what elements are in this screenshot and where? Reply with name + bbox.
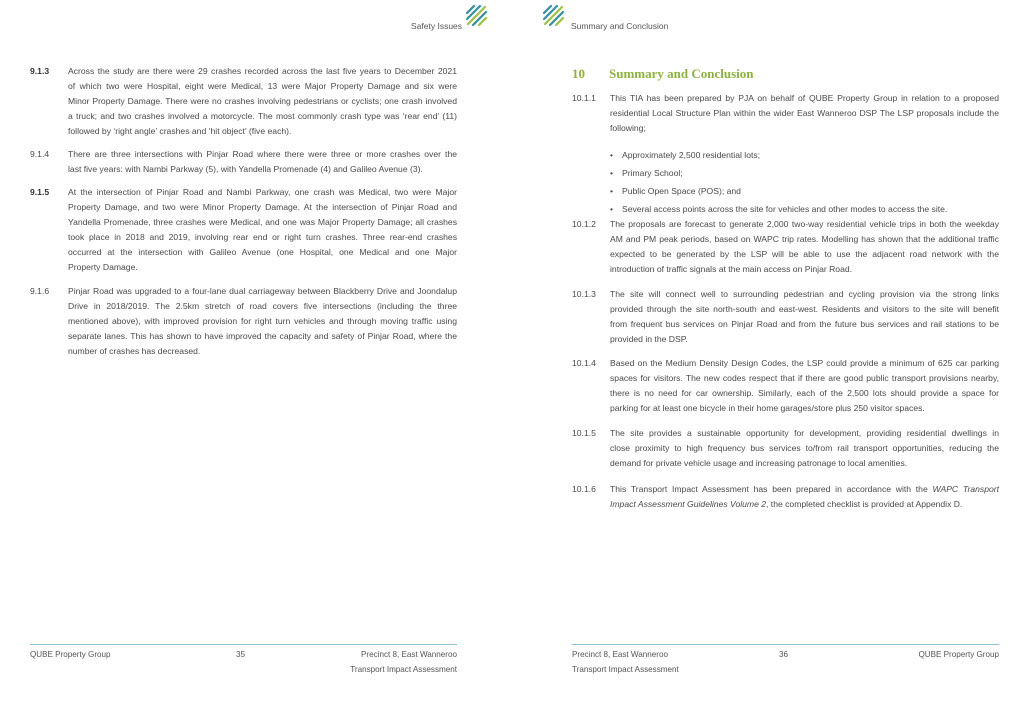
paragraph-number: 10.1.5 <box>572 428 596 438</box>
right-footer-project: Precinct 8, East Wanneroo <box>572 650 668 659</box>
text-line: Property Damage. <box>68 262 138 272</box>
text-line: This TIA has been prepared by PJA on behalf of QUBE Property Group in relation to a proposed <box>610 93 999 103</box>
paragraph-text <box>610 217 999 277</box>
text-line: occurred at the intersection with Galileo Avenue (one Hospital, one Medical and one Major <box>68 247 457 257</box>
paragraph-number: 10.1.3 <box>572 289 596 299</box>
left-footer-rule <box>30 644 457 645</box>
text-line: of which two were Hospital, eight were Medical, 13 were Major Property Damage and six were <box>68 81 457 91</box>
paragraph-text <box>68 147 457 177</box>
paragraph-text <box>68 284 457 359</box>
list-item: • Primary School; <box>610 164 1020 182</box>
text-line: Minor Property Damage. There were no crashes involving pedestrians or cyclists; one crash involved <box>68 96 457 106</box>
section-title: Summary and Conclusion <box>609 66 754 81</box>
text-line: This Transport Impact Assessment has been prepared in accordance with the WAPC Transport <box>610 484 999 494</box>
paragraph-text <box>610 426 999 471</box>
left-footer-project: Precinct 8, East Wanneroo <box>361 650 457 659</box>
text-line: residential Local Structure Plan within the wider East Wanneroo DSP The LSP proposals include the <box>610 108 999 118</box>
list-item: • Approximately 2,500 residential lots; <box>610 146 1020 164</box>
text-line: expected to be generated by the LSP will be able to use the adjacent road network with the <box>610 249 999 259</box>
list-item: • Several access points across the site for vehicles and other modes to access the site. <box>610 200 1020 218</box>
text-line: there is no need for car ownership. Similarly, each of the 2,500 lots should provide a space for <box>610 388 999 398</box>
text-line: The proposals are forecast to generate 2,000 two-way residential vehicle trips in both the weekday <box>610 219 999 229</box>
pja-logo-icon <box>541 3 565 27</box>
text-line: Property Damage, and two were Minor Property Damage. At the intersection of Pinjar Road and <box>68 202 457 212</box>
text-line: a truck; and two crashes involved a motorcycle. The most commonly crash type was ‘rear end’ (11) <box>68 111 457 121</box>
text-line: separate lanes. This has shown to have improved the capacity and safety of Pinjar Road, where the <box>68 331 457 341</box>
left-footer-doc-title: Transport Impact Assessment <box>350 665 457 674</box>
text-line: Drive in 2018/2019. The 2.5km stretch of road covers five intersections (including the three <box>68 301 457 311</box>
right-header-label: Summary and Conclusion <box>571 21 669 31</box>
paragraph-number: 10.1.6 <box>572 484 596 494</box>
paragraph-text <box>68 64 457 139</box>
paragraph-number: 9.1.5 <box>30 187 50 197</box>
paragraph-number: 10.1.1 <box>572 93 596 103</box>
text-line: Pinjar Road was upgraded to a four-lane dual carriageway between Blackberry Drive and Joondalup <box>68 286 457 296</box>
paragraph-number: 9.1.4 <box>30 149 50 159</box>
text-line: close proximity to high frequency bus services to/from rail transport opportunities, reducing the <box>610 443 999 453</box>
text-line: parking for at least one bicycle in their home garages/store plus 250 visitor spaces. <box>610 403 925 413</box>
right-footer-rule <box>572 644 999 645</box>
pja-logo-icon <box>464 3 488 27</box>
right-footer-page-number: 36 <box>779 650 789 659</box>
text-line: provided in the DSP. <box>610 334 688 344</box>
text-line: Yandella Promenade, three crashes were Medical, and one was Major Property Damage; all crashes <box>68 217 457 227</box>
text-line: There are three intersections with Pinjar Road where there were three or more crashes over the <box>68 149 457 159</box>
left-header-label: Safety Issues <box>411 21 463 31</box>
paragraph-text <box>610 482 999 512</box>
paragraph-text <box>610 287 999 347</box>
text-line: demand for private vehicle usage and increasing patronage to local amenities. <box>610 458 908 468</box>
text-line: number of crashes has decreased. <box>68 346 201 356</box>
paragraph-text <box>610 91 999 136</box>
proposal-bullet-list <box>610 146 1020 218</box>
bullet-icon: • <box>610 150 614 160</box>
text-line: followed by ‘right angle’ crashes and ‘hit object’ (five each). <box>68 126 292 136</box>
text-line: Across the study are there were 29 crashes recorded across the last five years to December 2021 <box>68 66 457 76</box>
bullet-icon: • <box>610 168 614 178</box>
right-page <box>514 0 1029 702</box>
paragraph-number: 10.1.4 <box>572 358 596 368</box>
text-line: provided through the site north-south and east-west. Residents and visitors to the site will benefit <box>610 304 999 314</box>
paragraph-text <box>68 185 457 275</box>
text-line: took place in 2018 and 2019, involving rear end or right turn crashes. Three rear-end crashes <box>68 232 457 242</box>
left-page <box>0 0 514 702</box>
text-line: The site provides a sustainable opportunity for development, providing residential dwellings in <box>610 428 999 438</box>
text-line: introduction of traffic signals at the main access on Pinjar Road. <box>610 264 853 274</box>
bullet-icon: • <box>610 186 614 196</box>
text-line: last five years: with Nambi Parkway (5), with Yandella Promenade (4) and Galileo Avenue (3). <box>68 164 423 174</box>
text-line: mentioned above), with improved provision for right turn vehicles and through moving traffic using <box>68 316 457 326</box>
bullet-icon: • <box>610 204 614 214</box>
right-footer-client: QUBE Property Group <box>918 650 999 659</box>
text-line: from frequent bus services on Pinjar Road and from the future bus services and rail stations to be <box>610 319 999 329</box>
text-line: The site will connect well to surrounding pedestrian and cycling provision via the strong links <box>610 289 999 299</box>
text-line: Impact Assessment Guidelines Volume 2, the completed checklist is provided at Appendix D. <box>610 499 963 509</box>
left-footer-page-number: 35 <box>236 650 246 659</box>
text-line: Based on the Medium Density Design Codes, the LSP could provide a minimum of 625 car parking <box>610 358 999 368</box>
left-footer-client: QUBE Property Group <box>30 650 111 659</box>
section-number: 10 <box>572 66 585 81</box>
paragraph-text <box>610 356 999 416</box>
right-footer-doc-title: Transport Impact Assessment <box>572 665 679 674</box>
list-item: • Public Open Space (POS); and <box>610 182 1020 200</box>
text-line: AM and PM peak periods, based on WAPC trip rates. Modelling has shown that the additional traffic <box>610 234 999 244</box>
text-line: At the intersection of Pinjar Road and Nambi Parkway, one crash was Medical, two were Major <box>68 187 457 197</box>
paragraph-number: 9.1.6 <box>30 286 50 296</box>
paragraph-number: 9.1.3 <box>30 66 50 76</box>
text-line: spaces for visitors. The new codes respect that if there are good public transport provisions nearby, <box>610 373 999 383</box>
paragraph-number: 10.1.2 <box>572 219 596 229</box>
text-line: following; <box>610 123 646 133</box>
